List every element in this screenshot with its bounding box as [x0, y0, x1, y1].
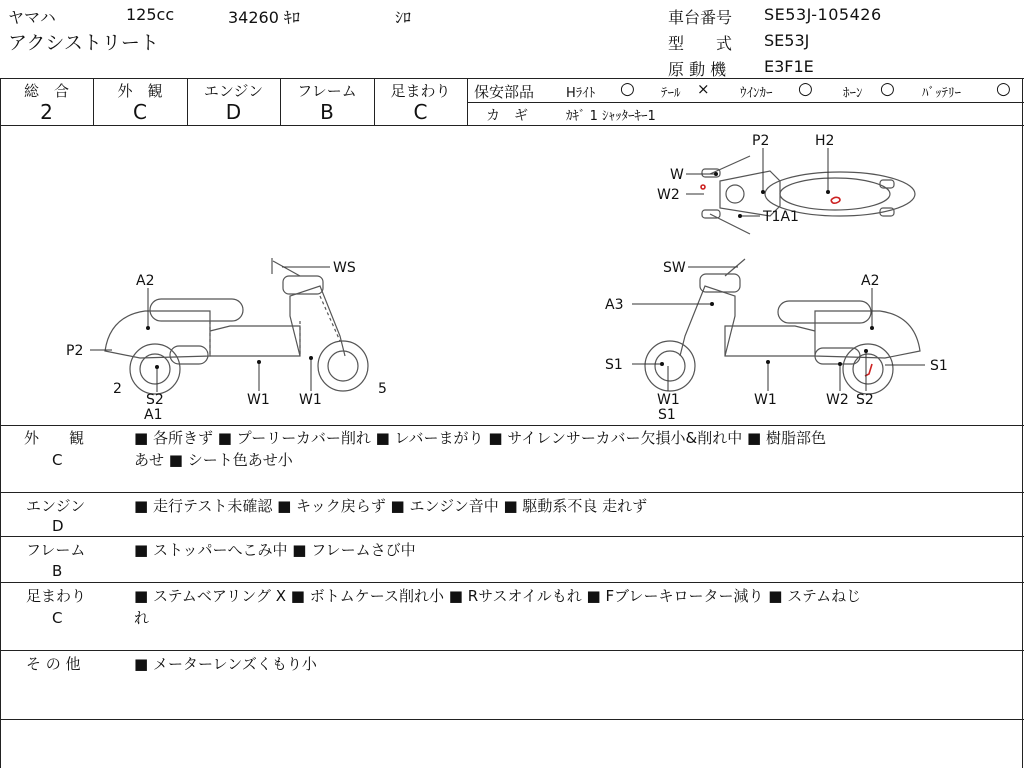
- safety-horn-name: ﾎｰﾝ: [843, 86, 863, 101]
- safety-winker-mark: ○: [798, 79, 813, 99]
- label-a3: A3: [605, 297, 624, 313]
- label-left-s2: S2: [146, 392, 164, 408]
- label-left-a1: A1: [144, 407, 163, 423]
- grade-frame-label: フレーム: [297, 82, 357, 100]
- grade-exterior-label: 外 観: [117, 82, 163, 100]
- note-engine-category: エンジン: [26, 497, 86, 515]
- safety-battery-mark: ○: [996, 79, 1011, 99]
- type-label: 型 式: [668, 34, 733, 53]
- note-suspension-line1: ■ ステムベアリング X ■ ボトムケース削れ小 ■ Rサスオイルもれ ■ Fブレーキローター減り ■ ステムねじ: [134, 587, 862, 605]
- keys-value: ｶｷﾞ 1 ｼｬｯﾀｰｷｰ1: [566, 109, 656, 124]
- note-frame-category: フレーム: [26, 541, 86, 559]
- grade-engine-label: エンジン: [203, 82, 264, 100]
- note-exterior-grade: C: [52, 451, 63, 469]
- safety-headlight-mark: ○: [620, 79, 635, 99]
- label-left-5: 5: [378, 381, 387, 397]
- note-other-category: そ の 他: [26, 655, 81, 673]
- grade-suspension-value: C: [413, 100, 428, 124]
- grade-exterior-value: C: [133, 100, 147, 124]
- model-name: アクシストリート: [8, 32, 159, 54]
- engine-value: E3F1E: [764, 57, 814, 76]
- label-right-s1b: S1: [658, 407, 676, 423]
- frame-no-label: 車台番号: [668, 8, 733, 27]
- label-left-w1b: W1: [299, 392, 322, 408]
- label-right-w1b: W1: [754, 392, 777, 408]
- safety-label: 保安部品: [474, 83, 535, 101]
- label-top-h2: H2: [815, 133, 835, 149]
- label-top-t1a1: T1A1: [763, 209, 799, 225]
- safety-horn-mark: ○: [880, 79, 895, 99]
- grade-frame-value: B: [320, 100, 334, 124]
- safety-winker-name: ｳｲﾝｶｰ: [740, 86, 773, 101]
- note-frame-line1: ■ ストッパーへこみ中 ■ フレームさび中: [134, 541, 416, 559]
- color: ｼﾛ: [395, 8, 412, 27]
- note-exterior-category: 外 観: [24, 429, 85, 447]
- label-right-s2: S2: [856, 392, 874, 408]
- note-engine-grade: D: [52, 517, 64, 535]
- safety-tail-name: ﾃｰﾙ: [661, 86, 681, 101]
- label-sw: SW: [663, 260, 686, 276]
- label-ws: WS: [333, 260, 356, 276]
- safety-headlight-name: Hﾗｲﾄ: [566, 86, 596, 101]
- label-left-2: 2: [113, 381, 122, 397]
- damage-mark-front: [701, 185, 705, 189]
- top-view-scooter: [702, 156, 915, 234]
- label-right-w2: W2: [826, 392, 849, 408]
- note-other-line1: ■ メーターレンズくもり小: [134, 655, 317, 673]
- note-engine-line1: ■ 走行テスト未確認 ■ キック戻らず ■ エンジン音中 ■ 駆動系不良 走れず: [134, 497, 648, 515]
- safety-battery-name: ﾊﾞｯﾃﾘｰ: [922, 86, 961, 101]
- label-right-a2: A2: [861, 273, 880, 289]
- mileage: 34260 ｷﾛ: [228, 8, 300, 27]
- label-left-a2: A2: [136, 273, 155, 289]
- label-right-s1c: S1: [930, 358, 948, 374]
- note-suspension-category: 足まわり: [26, 587, 87, 605]
- grade-total-label: 総 合: [23, 82, 69, 100]
- label-right-w1a: W1: [657, 392, 680, 408]
- note-exterior-line1: ■ 各所きず ■ プーリーカバー削れ ■ レバーまがり ■ サイレンサーカバー欠損小&削れ中 ■ 樹脂部色: [134, 429, 826, 447]
- keys-label: カ ギ: [486, 108, 528, 124]
- safety-tail-mark: ×: [697, 80, 710, 98]
- grade-engine-value: D: [225, 100, 242, 124]
- note-exterior-line2: あせ ■ シート色あせ小: [134, 451, 293, 469]
- label-top-w2: W2: [657, 187, 680, 203]
- label-top-w: W: [670, 167, 684, 183]
- damage-mark-seat: [831, 197, 840, 203]
- grade-total-value: 2: [40, 100, 53, 124]
- engine-label: 原 動 機: [668, 60, 727, 79]
- note-frame-grade: B: [52, 562, 63, 580]
- type-value: SE53J: [764, 31, 810, 50]
- maker: ヤマハ: [8, 8, 56, 27]
- label-left-w1a: W1: [247, 392, 270, 408]
- grade-suspension-label: 足まわり: [390, 82, 451, 100]
- label-right-s1a: S1: [605, 357, 623, 373]
- label-left-p2: P2: [66, 343, 84, 359]
- frame-no: SE53J-105426: [764, 5, 882, 24]
- label-top-p2: P2: [752, 133, 770, 149]
- scooter-diagram: [0, 126, 1024, 425]
- displacement: 125cc: [126, 5, 175, 24]
- note-suspension-line2: れ: [134, 609, 150, 627]
- note-suspension-grade: C: [52, 609, 63, 627]
